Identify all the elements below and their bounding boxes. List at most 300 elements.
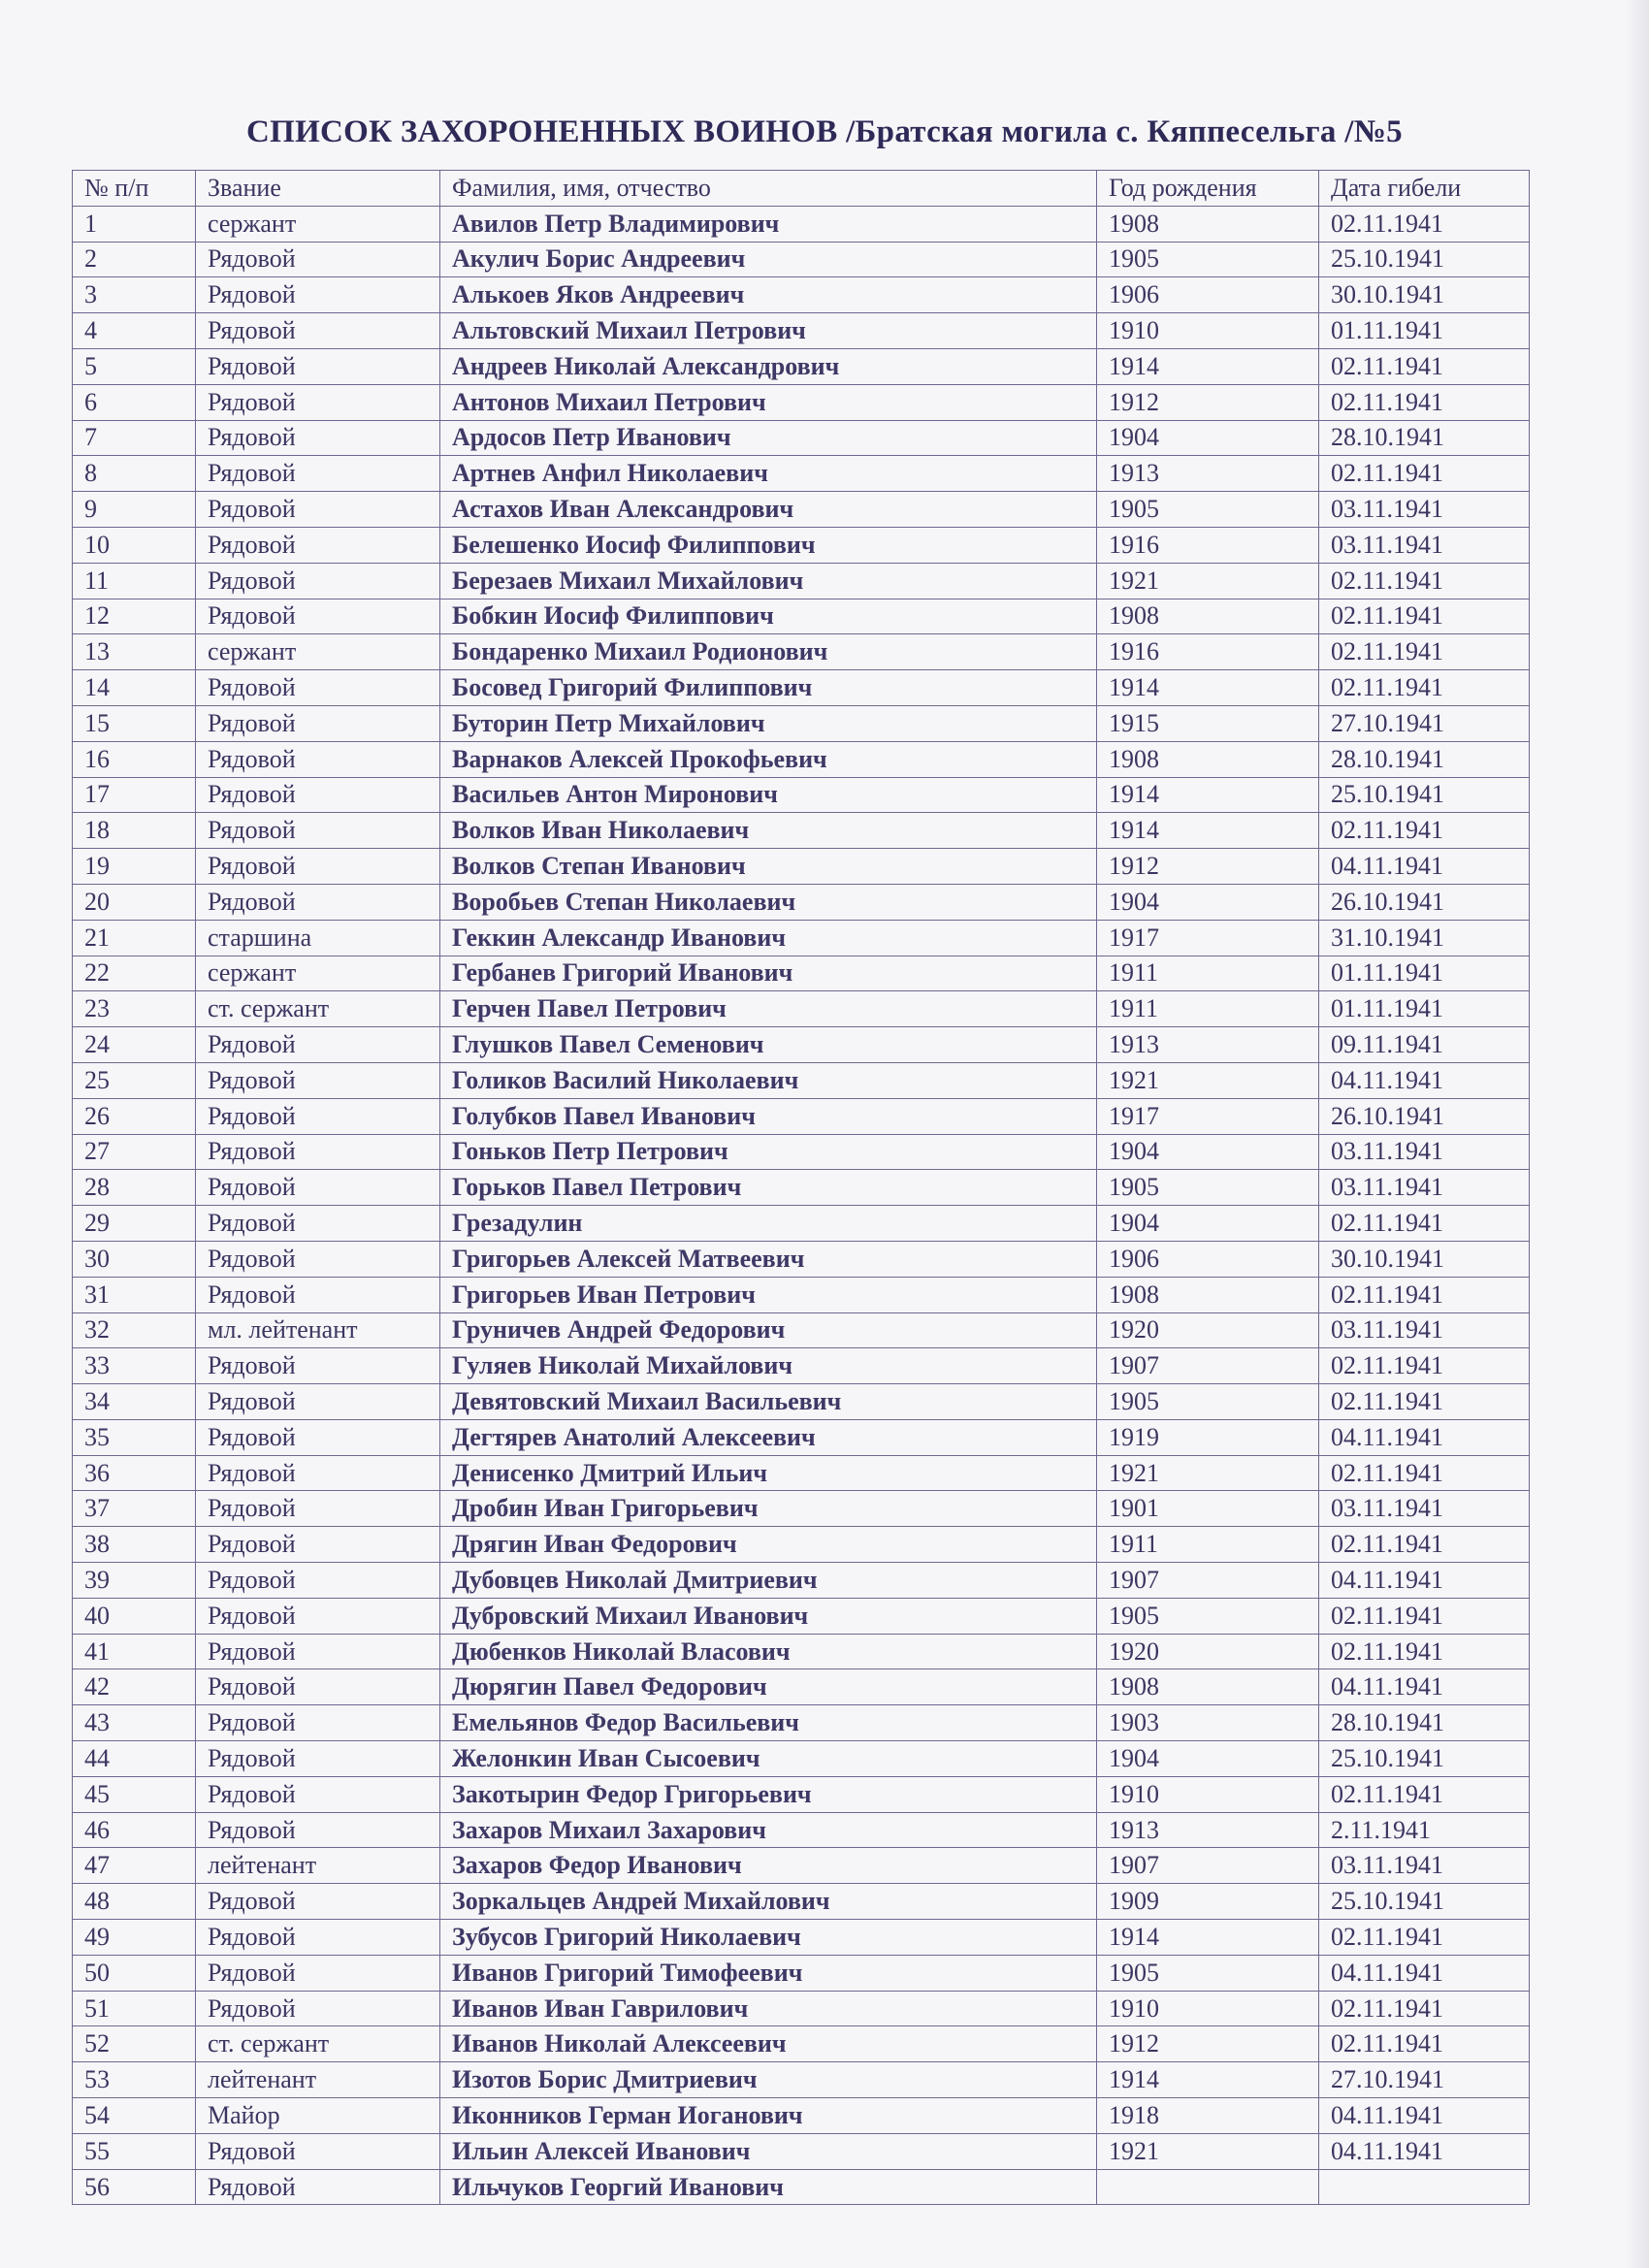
- cell-name: Иванов Николай Алексеевич: [440, 2026, 1097, 2062]
- cell-death-date: 02.11.1941: [1319, 1634, 1530, 1669]
- cell-birth-year: 1911: [1097, 1527, 1319, 1563]
- cell-name: Астахов Иван Александрович: [440, 492, 1097, 528]
- cell-death-date: 28.10.1941: [1319, 741, 1530, 777]
- cell-birth-year: 1914: [1097, 813, 1319, 849]
- table-row: [73, 599, 1530, 634]
- cell-death-date: 02.11.1941: [1319, 1277, 1530, 1312]
- cell-rank: Рядовой: [196, 1134, 440, 1170]
- cell-number: 36: [73, 1455, 196, 1491]
- cell-number: 35: [73, 1419, 196, 1455]
- cell-name: Голиков Василий Николаевич: [440, 1062, 1097, 1098]
- cell-death-date: 03.11.1941: [1319, 1134, 1530, 1170]
- table-row: [73, 1598, 1530, 1634]
- table-row: [73, 849, 1530, 885]
- table-row: [73, 956, 1530, 991]
- cell-name: Ардосов Петр Иванович: [440, 420, 1097, 456]
- cell-death-date: 04.11.1941: [1319, 849, 1530, 885]
- cell-name: Андреев Николай Александрович: [440, 348, 1097, 384]
- cell-rank: Рядовой: [196, 670, 440, 706]
- cell-number: 14: [73, 670, 196, 706]
- table-header-row: [73, 171, 1530, 207]
- cell-number: 10: [73, 527, 196, 563]
- cell-birth-year: 1914: [1097, 1920, 1319, 1956]
- cell-death-date: 02.11.1941: [1319, 1991, 1530, 2026]
- table-row: [73, 1563, 1530, 1599]
- cell-number: 48: [73, 1884, 196, 1920]
- cell-number: 46: [73, 1812, 196, 1848]
- cell-rank: Рядовой: [196, 1277, 440, 1312]
- cell-rank: Рядовой: [196, 1527, 440, 1563]
- cell-name: Иконников Герман Иоганович: [440, 2098, 1097, 2134]
- table-row: [73, 634, 1530, 670]
- cell-birth-year: 1906: [1097, 277, 1319, 313]
- cell-birth-year: 1907: [1097, 1563, 1319, 1599]
- cell-death-date: 01.11.1941: [1319, 956, 1530, 991]
- cell-number: 7: [73, 420, 196, 456]
- cell-number: 29: [73, 1206, 196, 1242]
- cell-rank: Рядовой: [196, 527, 440, 563]
- cell-rank: Рядовой: [196, 1062, 440, 1098]
- table-row: [73, 1812, 1530, 1848]
- cell-name: Варнаков Алексей Прокофьевич: [440, 741, 1097, 777]
- cell-name: Захаров Михаил Захарович: [440, 1812, 1097, 1848]
- cell-birth-year: 1914: [1097, 670, 1319, 706]
- cell-number: 31: [73, 1277, 196, 1312]
- document-title: СПИСОК ЗАХОРОНЕННЫХ ВОИНОВ /Братская могила с. Кяппесельга /№5: [245, 114, 1403, 150]
- cell-death-date: 02.11.1941: [1319, 1206, 1530, 1242]
- cell-rank: Рядовой: [196, 1705, 440, 1741]
- cell-rank: Рядовой: [196, 741, 440, 777]
- cell-death-date: 02.11.1941: [1319, 1920, 1530, 1956]
- cell-number: 2: [73, 242, 196, 277]
- cell-number: 4: [73, 313, 196, 349]
- cell-rank: Рядовой: [196, 313, 440, 349]
- table-row: [73, 1241, 1530, 1277]
- cell-name: Дрягин Иван Федорович: [440, 1527, 1097, 1563]
- cell-rank: сержант: [196, 206, 440, 242]
- cell-death-date: 25.10.1941: [1319, 1884, 1530, 1920]
- cell-number: 47: [73, 1848, 196, 1884]
- table-row: [73, 2062, 1530, 2098]
- cell-birth-year: 1910: [1097, 313, 1319, 349]
- cell-birth-year: 1912: [1097, 2026, 1319, 2062]
- cell-name: Дегтярев Анатолий Алексеевич: [440, 1419, 1097, 1455]
- table-row: [73, 2098, 1530, 2134]
- cell-rank: Рядовой: [196, 1598, 440, 1634]
- cell-death-date: 04.11.1941: [1319, 1669, 1530, 1705]
- cell-birth-year: 1921: [1097, 2133, 1319, 2169]
- cell-number: 43: [73, 1705, 196, 1741]
- table-row: [73, 1920, 1530, 1956]
- cell-number: 51: [73, 1991, 196, 2026]
- cell-name: Дубовцев Николай Дмитриевич: [440, 1563, 1097, 1599]
- cell-number: 45: [73, 1776, 196, 1812]
- cell-number: 37: [73, 1491, 196, 1527]
- cell-name: Бондаренко Михаил Родионович: [440, 634, 1097, 670]
- table-row: [73, 1348, 1530, 1384]
- cell-birth-year: 1916: [1097, 527, 1319, 563]
- cell-rank: Рядовой: [196, 1455, 440, 1491]
- cell-rank: Рядовой: [196, 456, 440, 492]
- cell-death-date: 25.10.1941: [1319, 242, 1530, 277]
- cell-death-date: 09.11.1941: [1319, 1027, 1530, 1063]
- cell-number: 12: [73, 599, 196, 634]
- cell-rank: Рядовой: [196, 384, 440, 420]
- cell-rank: Рядовой: [196, 348, 440, 384]
- table-row: [73, 1741, 1530, 1777]
- cell-rank: Рядовой: [196, 1419, 440, 1455]
- cell-number: 22: [73, 956, 196, 991]
- cell-birth-year: 1904: [1097, 420, 1319, 456]
- cell-death-date: 04.11.1941: [1319, 2098, 1530, 2134]
- table-row: [73, 2133, 1530, 2169]
- cell-number: 41: [73, 1634, 196, 1669]
- cell-death-date: 02.11.1941: [1319, 670, 1530, 706]
- cell-name: Емельянов Федор Васильевич: [440, 1705, 1097, 1741]
- cell-number: 16: [73, 741, 196, 777]
- cell-name: Геккин Александр Иванович: [440, 920, 1097, 956]
- cell-number: 8: [73, 456, 196, 492]
- cell-name: Артнев Анфил Николаевич: [440, 456, 1097, 492]
- cell-rank: Рядовой: [196, 242, 440, 277]
- table-row: [73, 1527, 1530, 1563]
- cell-death-date: 28.10.1941: [1319, 1705, 1530, 1741]
- cell-name: Девятовский Михаил Васильевич: [440, 1384, 1097, 1420]
- cell-death-date: 02.11.1941: [1319, 456, 1530, 492]
- cell-rank: лейтенант: [196, 2062, 440, 2098]
- cell-name: Зубусов Григорий Николаевич: [440, 1920, 1097, 1956]
- cell-birth-year: 1904: [1097, 1741, 1319, 1777]
- table-row: [73, 1705, 1530, 1741]
- cell-birth-year: 1901: [1097, 1491, 1319, 1527]
- cell-birth-year: 1913: [1097, 1027, 1319, 1063]
- cell-death-date: 25.10.1941: [1319, 777, 1530, 813]
- cell-birth-year: 1920: [1097, 1312, 1319, 1348]
- cell-rank: ст. сержант: [196, 2026, 440, 2062]
- cell-birth-year: 1914: [1097, 348, 1319, 384]
- table-row: [73, 456, 1530, 492]
- table-row: [73, 1848, 1530, 1884]
- cell-death-date: 04.11.1941: [1319, 1563, 1530, 1599]
- cell-name: Герчен Павел Петрович: [440, 991, 1097, 1027]
- table-row: [73, 920, 1530, 956]
- table-row: [73, 991, 1530, 1027]
- cell-number: 1: [73, 206, 196, 242]
- cell-rank: Рядовой: [196, 277, 440, 313]
- table-row: [73, 1134, 1530, 1170]
- cell-number: 55: [73, 2133, 196, 2169]
- cell-death-date: 02.11.1941: [1319, 599, 1530, 634]
- col-header-name: Фамилия, имя, отчество: [440, 171, 1097, 207]
- cell-birth-year: 1910: [1097, 1991, 1319, 2026]
- cell-birth-year: 1905: [1097, 492, 1319, 528]
- table-row: [73, 884, 1530, 920]
- cell-rank: Рядовой: [196, 884, 440, 920]
- cell-rank: Рядовой: [196, 1669, 440, 1705]
- cell-birth-year: 1908: [1097, 206, 1319, 242]
- cell-birth-year: 1904: [1097, 884, 1319, 920]
- scan-edge: [1626, 0, 1649, 2268]
- cell-rank: Рядовой: [196, 1563, 440, 1599]
- cell-number: 20: [73, 884, 196, 920]
- cell-birth-year: 1905: [1097, 1955, 1319, 1991]
- cell-name: Гуляев Николай Михайлович: [440, 1348, 1097, 1384]
- cell-number: 44: [73, 1741, 196, 1777]
- table-row: [73, 313, 1530, 349]
- cell-name: Ильин Алексей Иванович: [440, 2133, 1097, 2169]
- cell-rank: Рядовой: [196, 777, 440, 813]
- cell-birth-year: 1912: [1097, 384, 1319, 420]
- cell-death-date: 02.11.1941: [1319, 206, 1530, 242]
- cell-rank: Рядовой: [196, 1634, 440, 1669]
- cell-death-date: 02.11.1941: [1319, 384, 1530, 420]
- cell-death-date: 03.11.1941: [1319, 1312, 1530, 1348]
- cell-number: 3: [73, 277, 196, 313]
- cell-number: 18: [73, 813, 196, 849]
- cell-rank: ст. сержант: [196, 991, 440, 1027]
- table-row: [73, 2026, 1530, 2062]
- cell-death-date: 02.11.1941: [1319, 813, 1530, 849]
- cell-name: Грезадулин: [440, 1206, 1097, 1242]
- cell-birth-year: 1905: [1097, 1170, 1319, 1206]
- table-row: [73, 492, 1530, 528]
- cell-number: 30: [73, 1241, 196, 1277]
- cell-rank: Рядовой: [196, 1812, 440, 1848]
- cell-rank: лейтенант: [196, 1848, 440, 1884]
- cell-name: Груничев Андрей Федорович: [440, 1312, 1097, 1348]
- table-row: [73, 348, 1530, 384]
- table-row: [73, 1027, 1530, 1063]
- cell-name: Глушков Павел Семенович: [440, 1027, 1097, 1063]
- cell-death-date: 30.10.1941: [1319, 1241, 1530, 1277]
- cell-birth-year: 1903: [1097, 1705, 1319, 1741]
- cell-number: 49: [73, 1920, 196, 1956]
- table-row: [73, 1098, 1530, 1134]
- table-row: [73, 1170, 1530, 1206]
- cell-rank: Рядовой: [196, 1348, 440, 1384]
- cell-birth-year: 1905: [1097, 242, 1319, 277]
- table-row: [73, 206, 1530, 242]
- cell-birth-year: 1917: [1097, 920, 1319, 956]
- cell-number: 6: [73, 384, 196, 420]
- cell-name: Закотырин Федор Григорьевич: [440, 1776, 1097, 1812]
- cell-rank: Рядовой: [196, 1170, 440, 1206]
- col-header-death-date: Дата гибели: [1319, 171, 1530, 207]
- cell-number: 19: [73, 849, 196, 885]
- cell-number: 11: [73, 563, 196, 599]
- cell-name: Буторин Петр Михайлович: [440, 705, 1097, 741]
- cell-birth-year: 1904: [1097, 1206, 1319, 1242]
- cell-rank: сержант: [196, 634, 440, 670]
- table-row: [73, 1419, 1530, 1455]
- cell-name: Воробьев Степан Николаевич: [440, 884, 1097, 920]
- cell-birth-year: 1907: [1097, 1848, 1319, 1884]
- cell-birth-year: 1915: [1097, 705, 1319, 741]
- cell-name: Иванов Иван Гаврилович: [440, 1991, 1097, 2026]
- cell-number: 34: [73, 1384, 196, 1420]
- cell-death-date: 04.11.1941: [1319, 1955, 1530, 1991]
- cell-number: 39: [73, 1563, 196, 1599]
- table-row: [73, 277, 1530, 313]
- cell-birth-year: 1919: [1097, 1419, 1319, 1455]
- cell-death-date: 27.10.1941: [1319, 705, 1530, 741]
- cell-birth-year: 1921: [1097, 563, 1319, 599]
- cell-rank: старшина: [196, 920, 440, 956]
- col-header-number: № п/п: [73, 171, 196, 207]
- cell-name: Захаров Федор Иванович: [440, 1848, 1097, 1884]
- cell-name: Иванов Григорий Тимофеевич: [440, 1955, 1097, 1991]
- cell-birth-year: 1914: [1097, 2062, 1319, 2098]
- cell-birth-year: 1914: [1097, 777, 1319, 813]
- cell-death-date: 02.11.1941: [1319, 1598, 1530, 1634]
- cell-rank: Рядовой: [196, 1741, 440, 1777]
- cell-birth-year: 1908: [1097, 1669, 1319, 1705]
- cell-death-date: 04.11.1941: [1319, 1419, 1530, 1455]
- cell-number: 21: [73, 920, 196, 956]
- table-row: [73, 1206, 1530, 1242]
- cell-name: Ильчуков Георгий Иванович: [440, 2169, 1097, 2205]
- cell-number: 26: [73, 1098, 196, 1134]
- cell-rank: Рядовой: [196, 1884, 440, 1920]
- cell-number: 5: [73, 348, 196, 384]
- cell-birth-year: 1905: [1097, 1384, 1319, 1420]
- cell-birth-year: 1911: [1097, 956, 1319, 991]
- cell-death-date: 02.11.1941: [1319, 1776, 1530, 1812]
- cell-number: 23: [73, 991, 196, 1027]
- cell-death-date: 02.11.1941: [1319, 1527, 1530, 1563]
- table-row: [73, 1669, 1530, 1705]
- cell-name: Гоньков Петр Петрович: [440, 1134, 1097, 1170]
- cell-rank: Рядовой: [196, 1991, 440, 2026]
- cell-rank: Рядовой: [196, 813, 440, 849]
- cell-birth-year: 1908: [1097, 1277, 1319, 1312]
- cell-rank: Рядовой: [196, 1955, 440, 1991]
- cell-birth-year: 1916: [1097, 634, 1319, 670]
- cell-name: Дробин Иван Григорьевич: [440, 1491, 1097, 1527]
- cell-rank: Рядовой: [196, 2169, 440, 2205]
- cell-death-date: 01.11.1941: [1319, 991, 1530, 1027]
- table-row: [73, 527, 1530, 563]
- cell-rank: Рядовой: [196, 1027, 440, 1063]
- cell-rank: Рядовой: [196, 420, 440, 456]
- cell-number: 15: [73, 705, 196, 741]
- table-row: [73, 242, 1530, 277]
- cell-number: 24: [73, 1027, 196, 1063]
- cell-number: 17: [73, 777, 196, 813]
- cell-rank: сержант: [196, 956, 440, 991]
- cell-name: Дюрягин Павел Федорович: [440, 1669, 1097, 1705]
- cell-name: Голубков Павел Иванович: [440, 1098, 1097, 1134]
- cell-birth-year: 1904: [1097, 1134, 1319, 1170]
- table-row: [73, 384, 1530, 420]
- cell-number: 9: [73, 492, 196, 528]
- cell-number: 33: [73, 1348, 196, 1384]
- cell-death-date: 02.11.1941: [1319, 1384, 1530, 1420]
- table-row: [73, 1312, 1530, 1348]
- cell-number: 53: [73, 2062, 196, 2098]
- cell-rank: мл. лейтенант: [196, 1312, 440, 1348]
- col-header-rank: Звание: [196, 171, 440, 207]
- cell-rank: Рядовой: [196, 599, 440, 634]
- table-row: [73, 2169, 1530, 2205]
- table-row: [73, 741, 1530, 777]
- cell-death-date: 02.11.1941: [1319, 2026, 1530, 2062]
- cell-name: Волков Иван Николаевич: [440, 813, 1097, 849]
- cell-birth-year: 1910: [1097, 1776, 1319, 1812]
- cell-death-date: 02.11.1941: [1319, 563, 1530, 599]
- cell-name: Дубровский Михаил Иванович: [440, 1598, 1097, 1634]
- cell-birth-year: 1908: [1097, 741, 1319, 777]
- cell-death-date: 03.11.1941: [1319, 1170, 1530, 1206]
- cell-death-date: 02.11.1941: [1319, 1348, 1530, 1384]
- cell-death-date: 2.11.1941: [1319, 1812, 1530, 1848]
- cell-birth-year: 1917: [1097, 1098, 1319, 1134]
- cell-name: Изотов Борис Дмитриевич: [440, 2062, 1097, 2098]
- table-row: [73, 670, 1530, 706]
- cell-name: Горьков Павел Петрович: [440, 1170, 1097, 1206]
- cell-death-date: [1319, 2169, 1530, 2205]
- cell-death-date: 30.10.1941: [1319, 277, 1530, 313]
- cell-rank: Рядовой: [196, 1491, 440, 1527]
- cell-name: Белешенко Иосиф Филиппович: [440, 527, 1097, 563]
- cell-rank: Рядовой: [196, 1920, 440, 1956]
- cell-number: 38: [73, 1527, 196, 1563]
- cell-name: Альтовский Михаил Петрович: [440, 313, 1097, 349]
- cell-rank: Рядовой: [196, 849, 440, 885]
- cell-rank: Рядовой: [196, 1241, 440, 1277]
- cell-number: 27: [73, 1134, 196, 1170]
- cell-rank: Рядовой: [196, 1384, 440, 1420]
- cell-name: Березаев Михаил Михайлович: [440, 563, 1097, 599]
- cell-death-date: 03.11.1941: [1319, 1491, 1530, 1527]
- cell-rank: Рядовой: [196, 492, 440, 528]
- cell-birth-year: 1921: [1097, 1455, 1319, 1491]
- cell-death-date: 25.10.1941: [1319, 1741, 1530, 1777]
- cell-death-date: 01.11.1941: [1319, 313, 1530, 349]
- table-row: [73, 1955, 1530, 1991]
- table-row: [73, 1776, 1530, 1812]
- table-row: [73, 1634, 1530, 1669]
- cell-death-date: 26.10.1941: [1319, 884, 1530, 920]
- table-row: [73, 1277, 1530, 1312]
- cell-death-date: 27.10.1941: [1319, 2062, 1530, 2098]
- cell-birth-year: 1906: [1097, 1241, 1319, 1277]
- table-row: [73, 1455, 1530, 1491]
- cell-birth-year: 1913: [1097, 456, 1319, 492]
- cell-number: 40: [73, 1598, 196, 1634]
- cell-birth-year: 1920: [1097, 1634, 1319, 1669]
- col-header-birth-year: Год рождения: [1097, 171, 1319, 207]
- cell-rank: Майор: [196, 2098, 440, 2134]
- cell-rank: Рядовой: [196, 2133, 440, 2169]
- cell-death-date: 28.10.1941: [1319, 420, 1530, 456]
- cell-name: Григорьев Иван Петрович: [440, 1277, 1097, 1312]
- cell-number: 52: [73, 2026, 196, 2062]
- cell-death-date: 03.11.1941: [1319, 1848, 1530, 1884]
- cell-name: Бобкин Иосиф Филиппович: [440, 599, 1097, 634]
- table-row: [73, 563, 1530, 599]
- cell-name: Васильев Антон Миронович: [440, 777, 1097, 813]
- table-row: [73, 1991, 1530, 2026]
- cell-death-date: 03.11.1941: [1319, 492, 1530, 528]
- cell-birth-year: 1907: [1097, 1348, 1319, 1384]
- table-row: [73, 705, 1530, 741]
- table-row: [73, 420, 1530, 456]
- cell-name: Акулич Борис Андреевич: [440, 242, 1097, 277]
- cell-death-date: 02.11.1941: [1319, 1455, 1530, 1491]
- cell-number: 54: [73, 2098, 196, 2134]
- table-row: [73, 813, 1530, 849]
